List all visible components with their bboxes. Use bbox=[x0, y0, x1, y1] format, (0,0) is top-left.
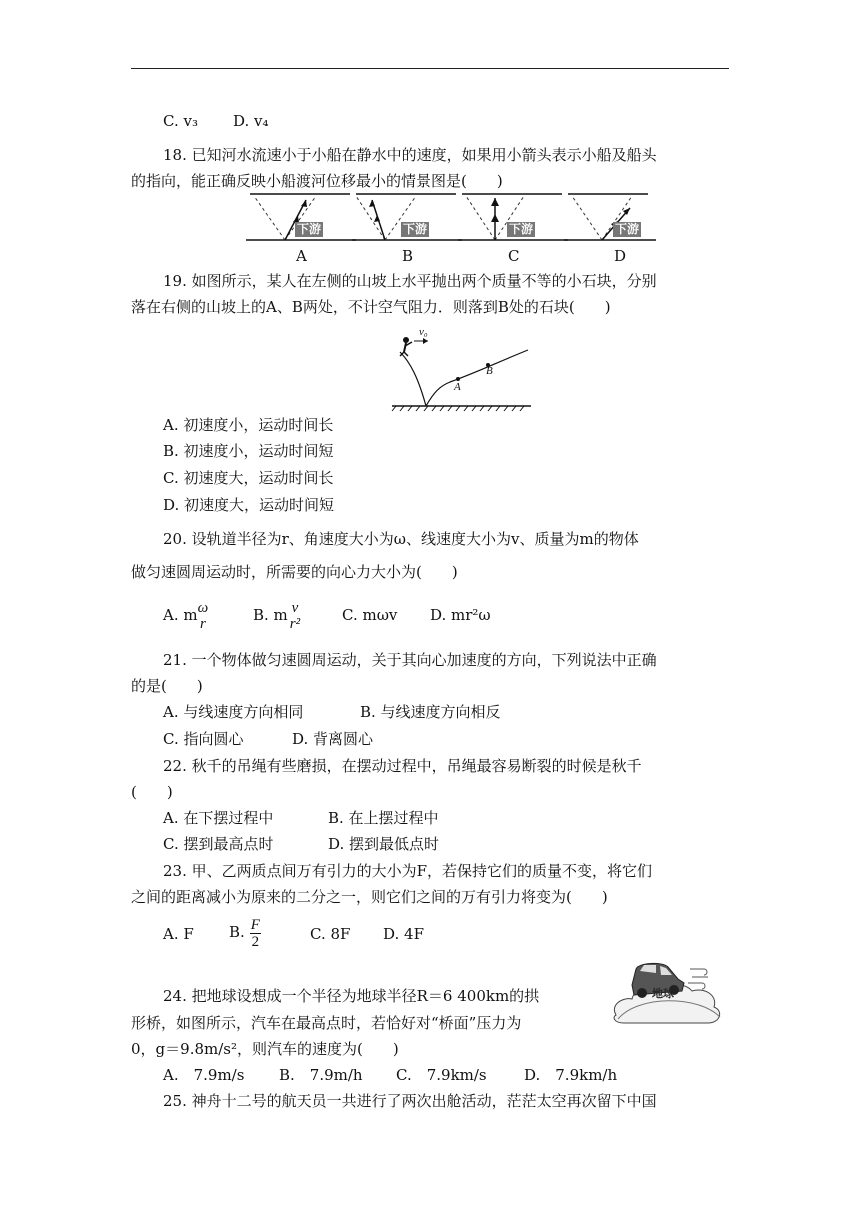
q20-option-b-numerator: v bbox=[291, 600, 299, 616]
q22-option-d: D. 摆到最低点时 bbox=[328, 835, 440, 853]
q19-figure bbox=[388, 322, 536, 412]
q23-option-b-fraction bbox=[250, 917, 262, 950]
q23-option-b-prefix: B. bbox=[229, 923, 245, 941]
q20-option-b-denominator: r² bbox=[289, 616, 301, 632]
q20-option-a-denominator: r bbox=[199, 616, 206, 632]
q18-option-c: C bbox=[508, 247, 520, 265]
thrower-person-icon bbox=[400, 337, 412, 356]
q19-line2: 落在右侧的山坡上的A、B两处，不计空气阻力．则落到B处的石块( ) bbox=[131, 298, 611, 316]
q20-option-a bbox=[163, 597, 208, 633]
q21-option-a: A. 与线速度方向相同 bbox=[163, 703, 304, 721]
q20-line1: 20. 设轨道半径为r、角速度大小为ω、线速度大小为v、质量为m的物体 bbox=[163, 530, 639, 548]
q20-option-c: C. mωv bbox=[342, 606, 398, 624]
q24-option-d: D. 7.9km/h bbox=[524, 1066, 618, 1084]
q20-option-a-numerator: ω bbox=[197, 600, 209, 616]
q18-option-d: D bbox=[614, 247, 627, 265]
q24-option-c: C. 7.9km/s bbox=[396, 1066, 487, 1084]
q18-downstream-label-c: 下游 bbox=[509, 222, 534, 236]
q19-option-b: B. 初速度小，运动时间短 bbox=[163, 442, 334, 460]
q24-option-b: B. 7.9m/h bbox=[279, 1066, 363, 1084]
q19-option-a: A. 初速度小，运动时间长 bbox=[163, 416, 334, 434]
q22-option-a: A. 在下摆过程中 bbox=[163, 809, 274, 827]
q22-line1: 22. 秋千的吊绳有些磨损，在摆动过程中，吊绳最容易断裂的时候是秋千 bbox=[163, 757, 642, 775]
q23-option-b-denominator: 2 bbox=[251, 933, 260, 950]
q18-downstream-label-a: 下游 bbox=[297, 222, 322, 236]
q19-line1: 19. 如图所示，某人在左侧的山坡上水平抛出两个质量不等的小石块，分别 bbox=[163, 272, 657, 290]
q21-line1: 21. 一个物体做匀速圆周运动，关于其向心加速度的方向，下列说法中正确 bbox=[163, 651, 657, 669]
q23-line2: 之间的距离减小为原来的二分之一，则它们之间的万有引力将变为( ) bbox=[131, 888, 608, 906]
q21-option-c: C. 指向圆心 bbox=[163, 730, 244, 748]
q19-option-c: C. 初速度大，运动时间长 bbox=[163, 469, 334, 487]
q23-option-d: D. 4F bbox=[383, 925, 424, 943]
q22-option-b: B. 在上摆过程中 bbox=[328, 809, 439, 827]
q21-line2: 的是( ) bbox=[131, 677, 203, 695]
q19-fig-a-label: A bbox=[454, 381, 461, 393]
q23-option-b-numerator: F bbox=[250, 916, 260, 933]
q20-option-b-prefix: B. m bbox=[253, 606, 288, 624]
q24-line2: 形桥，如图所示，汽车在最高点时，若恰好对“桥面”压力为 bbox=[131, 1014, 522, 1032]
q17-option-d: D. v₄ bbox=[233, 112, 269, 130]
q20-option-a-fraction bbox=[198, 600, 209, 632]
q22-line2: ( ) bbox=[131, 783, 173, 801]
header-rule bbox=[131, 68, 729, 69]
q22-option-c: C. 摆到最高点时 bbox=[163, 835, 274, 853]
q24-line1: 24. 把地球设想成一个半径为地球半径R＝6 400km的拱 bbox=[163, 987, 540, 1005]
q20-option-a-prefix: A. m bbox=[163, 606, 198, 624]
q24-option-a: A. 7.9m/s bbox=[163, 1066, 245, 1084]
q18-figures bbox=[240, 190, 660, 246]
q20-option-b bbox=[253, 597, 302, 633]
q20-line2: 做匀速圆周运动时，所需要的向心力大小为( ) bbox=[131, 563, 458, 581]
q23-option-b bbox=[229, 914, 261, 950]
q23-line1: 23. 甲、乙两质点间万有引力的大小为F，若保持它们的质量不变，将它们 bbox=[163, 862, 653, 880]
q18-line2: 的指向，能正确反映小船渡河位移最小的情景图是( ) bbox=[131, 172, 503, 190]
q18-figure-d bbox=[564, 194, 656, 240]
q23-option-c: C. 8F bbox=[310, 925, 351, 943]
q21-option-d: D. 背离圆心 bbox=[292, 730, 374, 748]
q21-option-b: B. 与线速度方向相反 bbox=[360, 703, 501, 721]
q18-option-a: A bbox=[296, 247, 307, 265]
q19-option-d: D. 初速度大，运动时间短 bbox=[163, 496, 335, 514]
q18-option-b: B bbox=[402, 247, 414, 265]
q18-downstream-label-b: 下游 bbox=[403, 222, 428, 236]
q18-line1: 18. 已知河水流速小于小船在静水中的速度，如果用小箭头表示小船及船头 bbox=[163, 146, 657, 164]
q18-downstream-label-d: 下游 bbox=[615, 222, 640, 236]
q24-line3: 0，g＝9.8m/s²，则汽车的速度为( ) bbox=[131, 1040, 399, 1058]
q19-fig-v0-label: v₀ bbox=[419, 326, 428, 338]
q23-option-a: A. F bbox=[163, 925, 194, 943]
q19-fig-b-label: B bbox=[486, 365, 493, 377]
q20-option-b-fraction bbox=[288, 600, 302, 632]
q24-fig-earth-label: 地球 bbox=[652, 987, 674, 1000]
q17-option-c: C. v₃ bbox=[163, 112, 198, 130]
q20-option-d: D. mr²ω bbox=[430, 606, 491, 624]
q25-line1: 25. 神舟十二号的航天员一共进行了两次出舱活动，茫茫太空再次留下中国 bbox=[163, 1092, 657, 1110]
